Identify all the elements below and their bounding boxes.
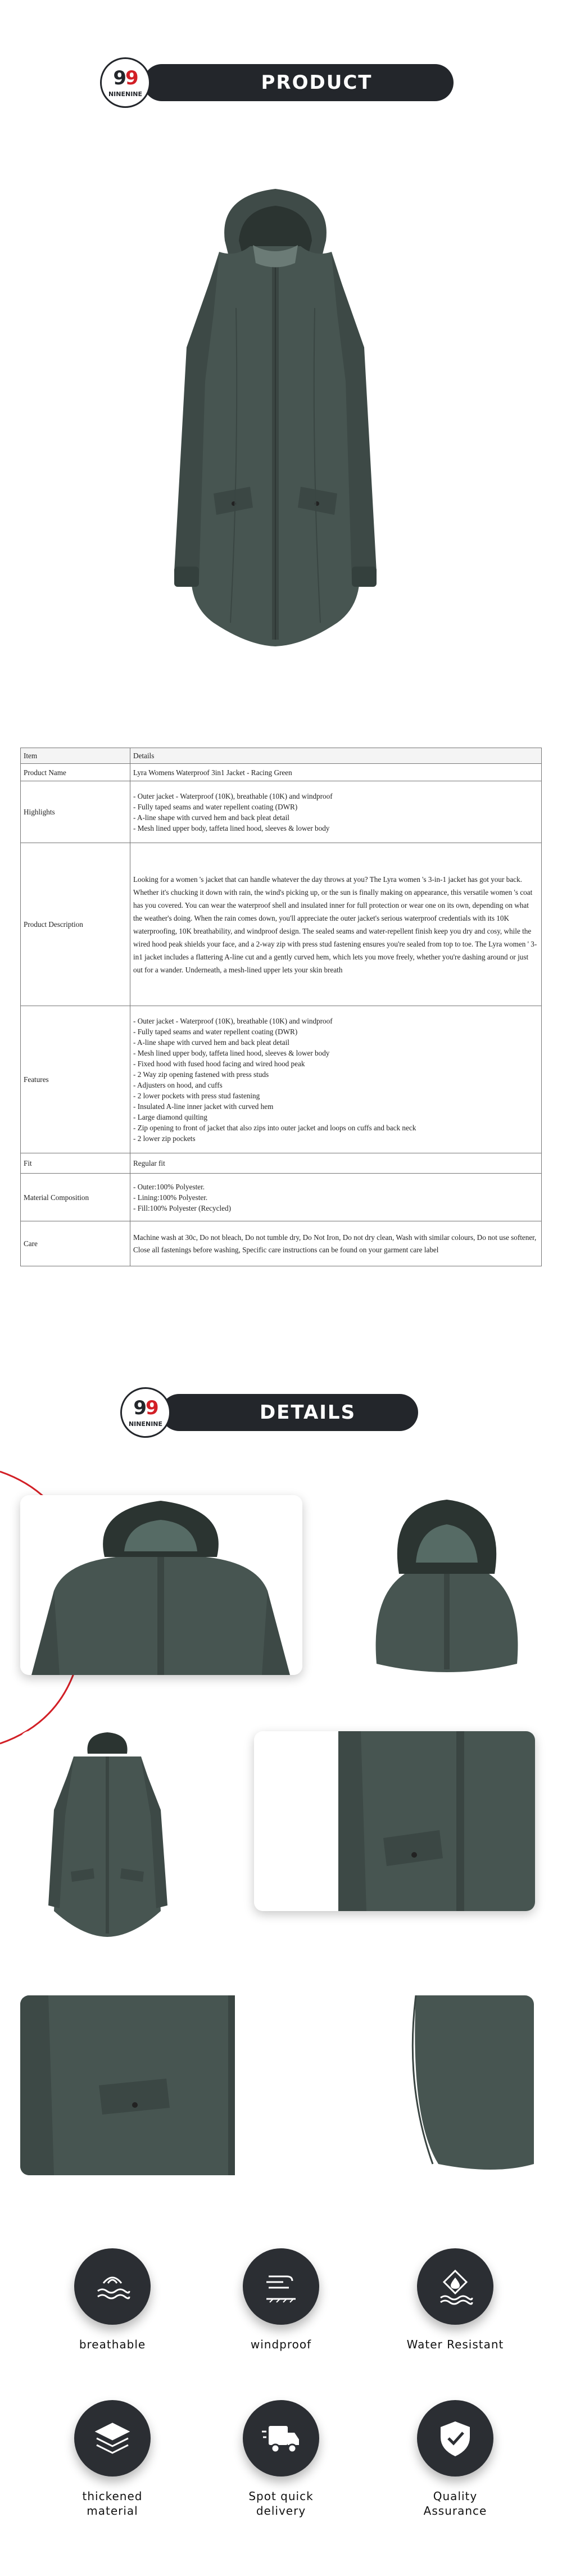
section-title: PRODUCT INTRODUCTION [227,71,406,131]
row-value-line: Looking for a women 's jacket that can handle whatever the day throws at you? The Lyra women 's 3-in-1 jacket has got your back. Whether it's chucking it down with rain, the wind's picking up, or the sun is finally making on appearance, this versatile women 's coat has you covered. You can wear the waterproof shell and insulated inner for full protection or wear one on its own, depending on what the weather's doing. When the rain comes down, you'll appreciate the outer jacket's serious waterproof credentials with its 10K waterproofing, 10K breathability, and windproof design. The sealed seams and water-repellent finish keep you dry and cosy, while the wired hood peak shields your face, and a 2-way zip with press stud fastening ensures you're sealed from top to toe. The Lyra women ' 3-in1 jacket includes a flattering A-line cut and a gently curved hem, which lets you move freely, whether you're dashing around or just out for a wander. Underneath, a mesh-lined upper lets your skin breath [133,875,537,974]
brand-logo-word: NINENINE [128,1420,163,1428]
table-row [21,1006,542,1153]
row-value-line: Lyra Womens Waterproof 3in1 Jacket - Racing Green [133,768,292,777]
detail-upper-front [20,1495,302,1675]
windproof-icon [261,2266,301,2307]
row-label: Fit [21,1153,130,1174]
row-value-line: - 2 Way zip opening fastened with press studs [133,1070,269,1079]
detail-full-side [20,1731,189,1945]
feature-label: thickened material [82,2489,143,2518]
feature-icon-circle [74,2248,151,2325]
row-label: Material Composition [21,1174,130,1221]
row-value [130,764,542,781]
row-value-line: - Large diamond quilting [133,1112,207,1121]
feature-icon-circle [74,2400,151,2477]
column-header-item: Item [21,748,130,764]
table-row [21,781,542,843]
jacket-lower-panel-image [20,1995,279,2175]
brand-logo-number: 99 [133,1397,158,1419]
brand-logo-number: 99 [113,67,138,89]
row-value-line: Machine wash at 30c, Do not bleach, Do not tumble dry, Do Not Iron, Do not dry clean, Wash with similar colours, Do not use softener, Close all fastenings before washing, Specific care instructions can be found on your garment care label [133,1233,537,1254]
feature-label: Quality Assurance [423,2489,487,2518]
main-product-image [152,179,399,662]
row-value-line: - Outer jacket - Waterproof (10K), breathable (10K) and windproof [133,791,333,800]
row-value-line: - Mesh lined upper body, taffeta lined hood, sleeves & lower body [133,1048,330,1057]
feature-label: breathable [79,2338,146,2351]
jacket-upper-front-image [20,1495,302,1675]
feature-icon-circle [243,2400,319,2477]
row-label: Features [21,1006,130,1153]
row-value-line: Regular fit [133,1159,165,1167]
brand-logo-word: NINENINE [108,90,143,98]
table-row [21,843,542,1006]
water-resistant-icon [435,2266,475,2307]
row-value-line: - 2 lower pockets with press stud fastening [133,1091,260,1100]
layers-icon [92,2418,133,2459]
row-value [130,1006,542,1153]
feature-breathable [45,2248,180,2352]
feature-spot-quick-delivery [214,2400,348,2518]
product-details-table [20,748,542,1266]
row-value [130,1153,542,1174]
feature-label: Water Resistant [406,2338,504,2351]
row-value-line: - Lining:100% Polyester. [133,1193,208,1202]
detail-pocket [254,1731,535,1911]
row-value-line: - Zip opening to front of jacket that also zips into outer jacket and loops on cuffs and back neck [133,1123,416,1132]
feature-icon-circle [243,2248,319,2325]
column-header-details: Details [130,748,542,764]
table-row [21,1221,542,1266]
row-value [130,781,542,843]
shield-check-icon [435,2418,475,2459]
row-value-line: - Outer jacket - Waterproof (10K), breathable (10K) and windproof [133,1016,333,1025]
row-label: Care [21,1221,130,1266]
detail-hood [360,1495,534,1675]
feature-thickened-material [45,2400,180,2518]
header-pill [161,1394,418,1461]
feature-windproof [214,2248,348,2352]
row-value-line: - Outer:100% Polyester. [133,1182,205,1191]
row-value-line: - A-line shape with curved hem and back pleat detail [133,813,289,822]
jacket-back-hem-image [348,1995,534,2175]
row-value-line: - Insulated A-line inner jacket with curved hem [133,1102,274,1111]
row-value [130,1174,542,1221]
detail-back-hem [348,1995,534,2175]
details-display-header [0,1387,562,1461]
brand-logo [100,57,151,108]
delivery-truck-icon [261,2418,301,2459]
row-value-line: - Fully taped seams and water repellent coating (DWR) [133,1027,298,1036]
row-label: Highlights [21,781,130,843]
row-value [130,843,542,1006]
product-introduction-header [0,57,562,131]
jacket-full-side-image [20,1731,189,1945]
row-label: Product Description [21,843,130,1006]
feature-label: windproof [250,2338,312,2351]
row-value-line: - Fill:100% Polyester (Recycled) [133,1203,231,1212]
row-value-line: - Adjusters on hood, and cuffs [133,1080,223,1089]
brand-logo [120,1387,171,1438]
row-value-line: - A-line shape with curved hem and back pleat detail [133,1038,289,1047]
feature-quality-assurance [388,2400,523,2518]
section-title: DETAILS DISPLAY [259,1401,357,1461]
table-row [21,1174,542,1221]
row-value [130,1221,542,1266]
row-value-line: - Fully taped seams and water repellent coating (DWR) [133,802,298,811]
header-pill [143,64,454,131]
breathable-icon [92,2266,133,2307]
table-row [21,1153,542,1174]
feature-icon-circle [417,2248,493,2325]
feature-icon-circle [417,2400,493,2477]
jacket-hood-image [360,1495,534,1675]
row-label: Product Name [21,764,130,781]
table-row [21,764,542,781]
feature-label: Spot quick delivery [248,2489,314,2518]
feature-water-resistant [388,2248,523,2352]
detail-lower-panel [20,1995,279,2175]
row-value-line: - 2 lower zip pockets [133,1134,196,1143]
jacket-pocket-image [254,1731,535,1911]
table-header-row [21,748,542,764]
row-value-line: - Fixed hood with fused hood facing and wired hood peak [133,1059,305,1068]
row-value-line: - Mesh lined upper body, taffeta lined hood, sleeves & lower body [133,823,330,832]
